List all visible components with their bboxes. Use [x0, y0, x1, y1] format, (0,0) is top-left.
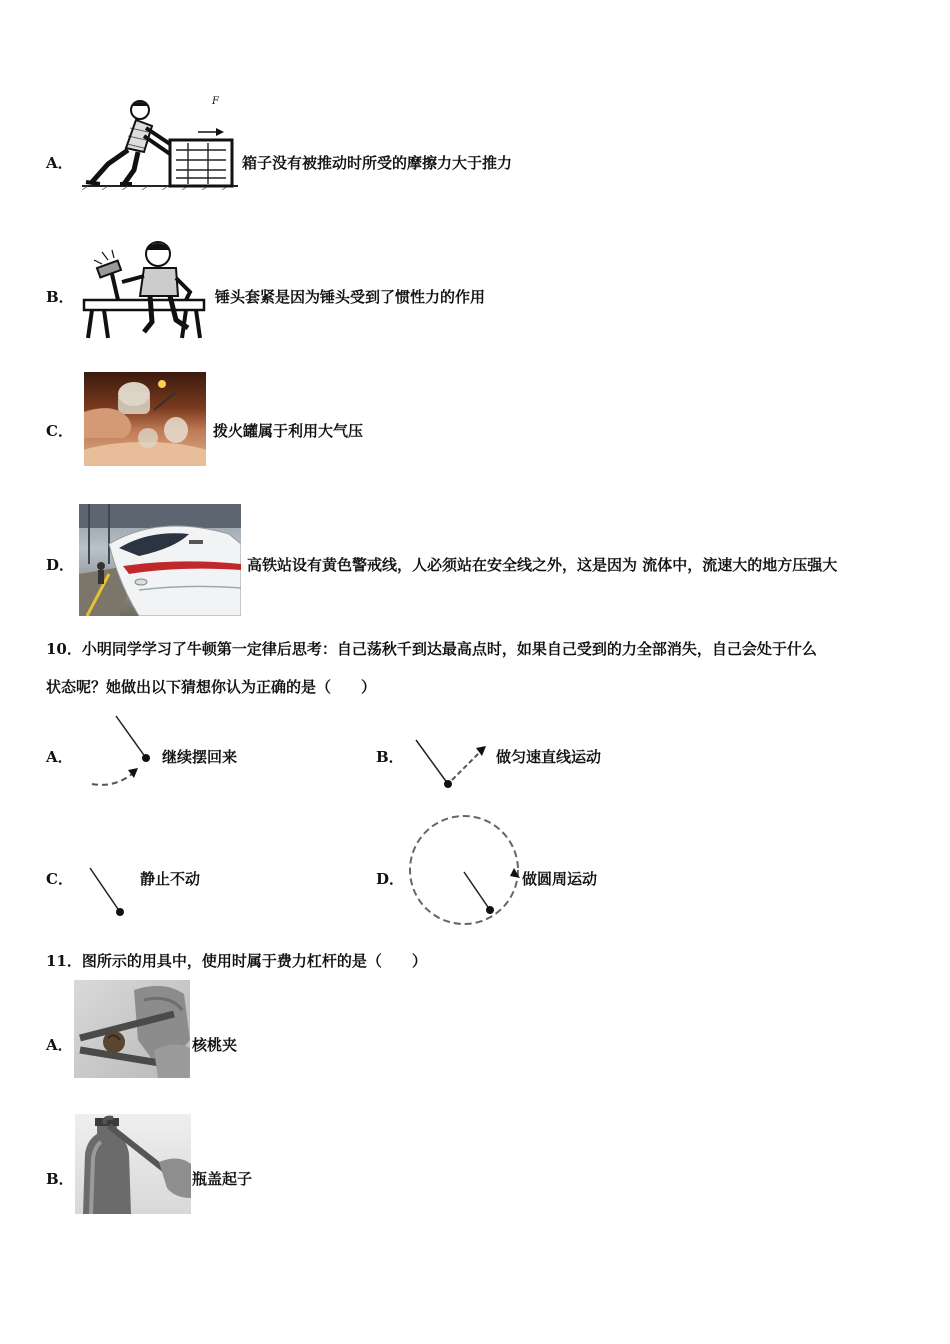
q11-option-b-text: 瓶盖起子	[192, 1170, 253, 1188]
bottle-opener-photo	[75, 1114, 191, 1214]
q9-option-b-text: 锤头套紧是因为锤头受到了惯性力的作用	[215, 288, 486, 306]
q10-option-b-letter: B．	[376, 748, 404, 766]
circular-motion-diagram	[406, 812, 524, 928]
hammer-bench-figure	[78, 236, 212, 342]
q10-option-a-letter: A．	[46, 748, 73, 766]
q10-option-b-text: 做匀速直线运动	[496, 748, 602, 766]
pushing-box-figure	[78, 98, 240, 190]
q9-option-d-letter: D．	[46, 556, 75, 574]
q10-option-c-text: 静止不动	[140, 870, 201, 888]
at-rest-diagram	[84, 862, 132, 922]
q9-option-c-letter: C．	[46, 422, 73, 440]
q9-option-c-text: 拨火罐属于利用大气压	[213, 422, 364, 440]
q10-option-d-letter: D．	[376, 870, 405, 888]
straight-line-diagram	[410, 734, 494, 796]
q11-option-a-text: 核桃夹	[192, 1036, 238, 1054]
q10-option-c-letter: C．	[46, 870, 73, 888]
high-speed-train-photo	[79, 504, 241, 616]
q10-option-a-text: 继续摆回来	[162, 748, 238, 766]
q11-stem: 11．图所示的用具中，使用时属于费力杠杆的是（ ）	[46, 952, 427, 970]
swing-back-diagram	[88, 712, 158, 792]
q9-option-a-letter: A．	[46, 154, 73, 172]
q9-option-d-text: 高铁站设有黄色警戒线，人必须站在安全线之外，这是因为 流体中，流速大的地方压强大	[247, 556, 838, 574]
q9-option-b-letter: B．	[46, 288, 74, 306]
q10-stem-line-1: 10．小明同学学习了牛顿第一定律后思考：自己荡秋千到达最高点时，如果自己受到的力全部消失，自己会处于什么	[46, 640, 817, 658]
q11-option-b-letter: B．	[46, 1170, 74, 1188]
force-label: F	[212, 96, 219, 107]
q11-option-a-letter: A．	[46, 1036, 73, 1054]
q10-option-d-text: 做圆周运动	[522, 870, 598, 888]
q10-stem-line-2: 状态呢？她做出以下猜想你认为正确的是（ ）	[46, 678, 377, 696]
cupping-photo	[84, 372, 206, 466]
q9-option-a-text: 箱子没有被推动时所受的摩擦力大于推力	[242, 154, 513, 172]
nutcracker-photo	[74, 980, 190, 1078]
